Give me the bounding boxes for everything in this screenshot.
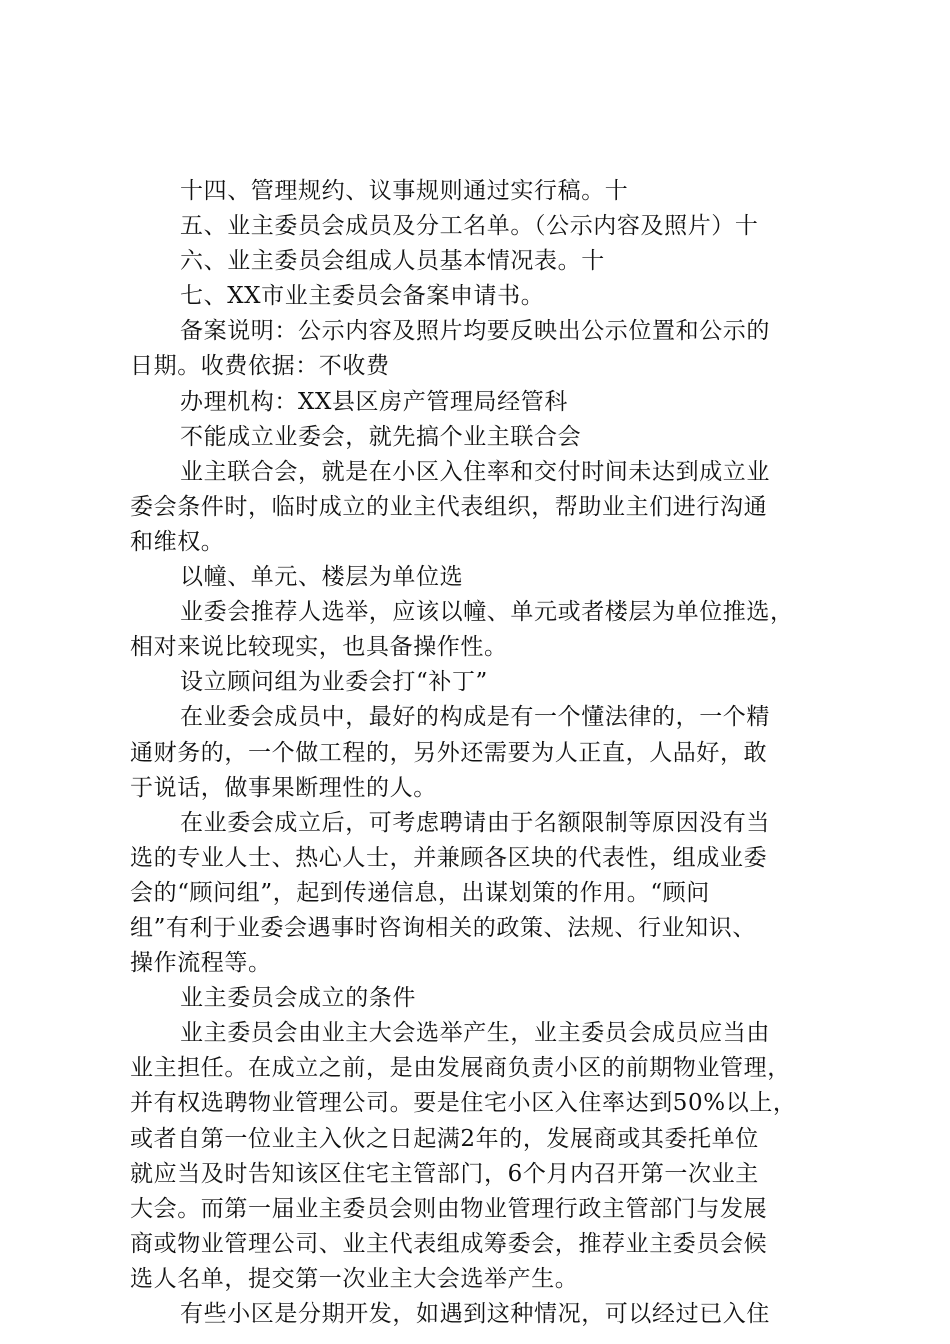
text-line: 不能成立业委会，就先搞个业主联合会 [180, 423, 582, 450]
text-line: 业主联合会，就是在小区入住率和交付时间未达到成立业 [180, 458, 770, 485]
text-line: 就应当及时告知该区住宅主管部门，6个月内召开第一次业主 [130, 1160, 759, 1187]
text-line: 十四、管理规约、议事规则通过实行稿。十 [180, 178, 629, 204]
text-line: 选的专业人士、热心人士，并兼顾各区块的代表性，组成业委 [130, 844, 768, 871]
text-line: 以幢、单元、楼层为单位选 [180, 564, 464, 591]
text-line: 组”有利于业委会遇事时咨询相关的政策、法规、行业知识、 [130, 914, 756, 941]
text-line: 业主担任。在成立之前，是由发展商负责小区的前期物业管理， [130, 1055, 791, 1082]
text-line: 委会条件时，临时成立的业主代表组织，帮助业主们进行沟通 [130, 493, 768, 520]
document-body [130, 174, 830, 1332]
text-line: 并有权选聘物业管理公司。要是住宅小区入住率达到50%以上， [130, 1090, 797, 1117]
text-line: 五、业主委员会成员及分工名单。（公示内容及照片）十 [180, 213, 759, 240]
text-line: 业主委员会成立的条件 [180, 985, 416, 1012]
text-line: 在业委会成立后，可考虑聘请由于名额限制等原因没有当 [180, 809, 770, 836]
text-line: 办理机构：XX县区房产管理局经管科 [180, 388, 568, 415]
text-line: 和维权。 [130, 528, 225, 555]
text-line: 或者自第一位业主入伙之日起满2年的，发展商或其委托单位 [130, 1125, 759, 1152]
text-line: 设立顾问组为业委会打“补丁” [180, 669, 488, 696]
text-line: 备案说明：公示内容及照片均要反映出公示位置和公示的 [180, 318, 770, 345]
text-line: 会的“顾问组”，起到传递信息，出谋划策的作用。“顾问 [130, 879, 710, 906]
text-line: 有些小区是分期开发，如遇到这种情况，可以经过已入住 [180, 1301, 770, 1327]
text-line: 于说话，做事果断理性的人。 [130, 774, 437, 801]
text-line: 通财务的，一个做工程的，另外还需要为人正直，人品好，敢 [130, 739, 768, 766]
text-line: 七、XX市业主委员会备案申请书。 [180, 283, 545, 310]
text-line: 六、业主委员会组成人员基本情况表。十 [180, 248, 605, 275]
text-line: 在业委会成员中，最好的构成是有一个懂法律的，一个精 [180, 704, 770, 731]
text-line: 日期。收费依据：不收费 [130, 353, 390, 380]
text-line: 业委会推荐人选举，应该以幢、单元或者楼层为单位推选， [180, 599, 794, 626]
text-line: 大会。而第一届业主委员会则由物业管理行政主管部门与发展 [130, 1195, 768, 1222]
text-line: 业主委员会由业主大会选举产生，业主委员会成员应当由 [180, 1020, 770, 1047]
text-line: 商或物业管理公司、业主代表组成筹委会，推荐业主委员会候 [130, 1230, 768, 1257]
text-line: 选人名单，提交第一次业主大会选举产生。 [130, 1265, 579, 1292]
text-line: 操作流程等。 [130, 950, 272, 977]
text-line: 相对来说比较现实，也具备操作性。 [130, 634, 508, 661]
